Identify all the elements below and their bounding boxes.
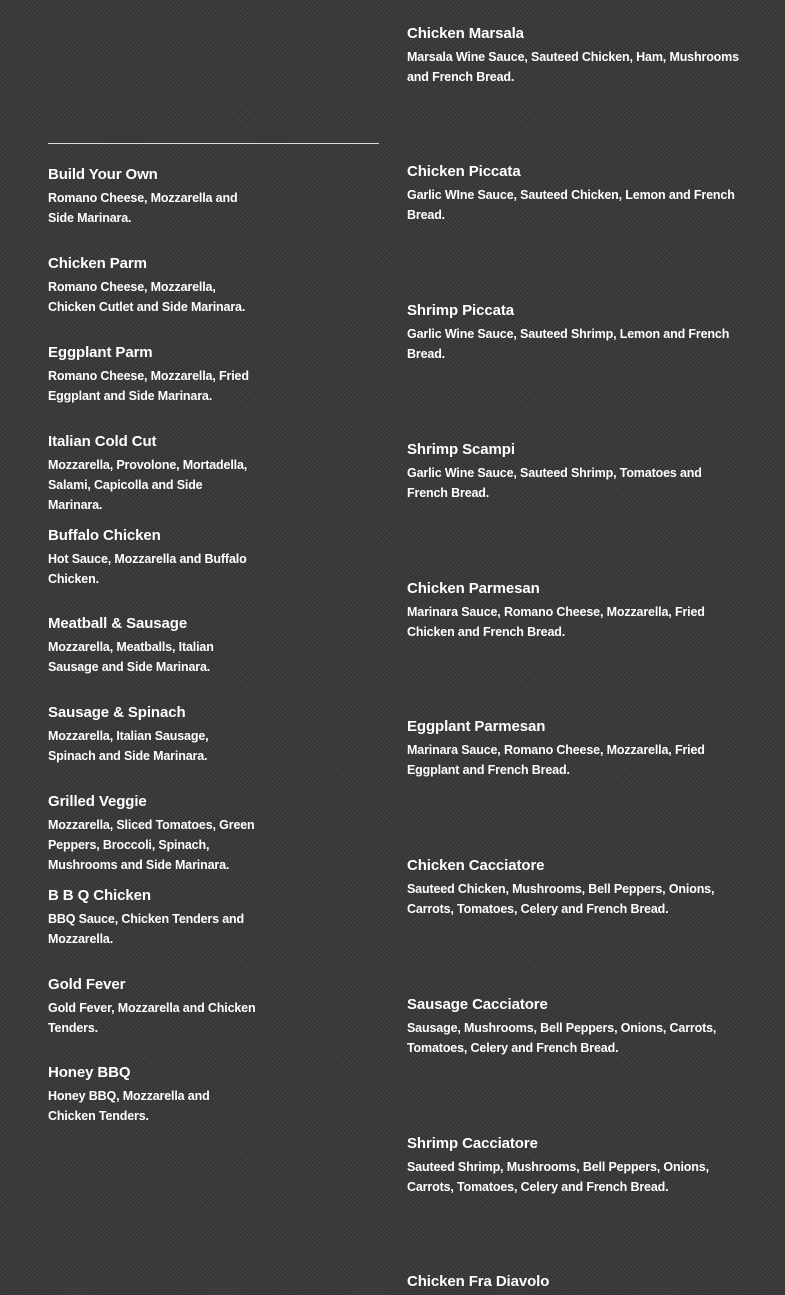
menu-item-description: Romano Cheese, Mozzarella, Fried Eggplant and Side Marinara. xyxy=(48,369,249,403)
menu-item-description: BBQ Sauce, Chicken Tenders and Mozzarella. xyxy=(48,912,245,946)
menu-item-name: Shrimp Scampi xyxy=(407,441,515,458)
menu-item-description: Romano Cheese, Mozzarella, Chicken Cutlet and Side Marinara. xyxy=(48,280,246,314)
menu-item-description: Mozzarella, Meatballs, Italian Sausage and Side Marinara. xyxy=(48,640,214,674)
menu-item-sausage-cacciatore xyxy=(407,996,742,1058)
menu-item-description: Sausage, Mushrooms, Bell Peppers, Onions, Carrots, Tomatoes, Celery and French Bread. xyxy=(407,1021,717,1055)
menu-item-name: Sausage & Spinach xyxy=(48,704,186,721)
menu-item-description: Marsala Wine Sauce, Sauteed Chicken, Ham, Mushrooms and French Bread. xyxy=(407,50,739,84)
menu-item-name: Buffalo Chicken xyxy=(48,527,161,544)
section-divider xyxy=(48,143,379,144)
menu-item-name: Grilled Veggie xyxy=(48,793,147,810)
menu-item-bbq-chicken xyxy=(48,887,258,949)
menu-item-chicken-parmesan xyxy=(407,580,742,642)
menu-item-name: Italian Cold Cut xyxy=(48,433,157,450)
menu-item-shrimp-scampi xyxy=(407,441,742,503)
menu-item-chicken-cacciatore xyxy=(407,857,742,919)
menu-item-eggplant-parm xyxy=(48,344,258,406)
menu-item-shrimp-cacciatore xyxy=(407,1135,742,1197)
menu-item-name: Eggplant Parmesan xyxy=(407,718,546,735)
menu-item-name: Chicken Fra Diavolo xyxy=(407,1273,550,1290)
menu-item-name: Chicken Parm xyxy=(48,255,147,272)
menu-item-description: Garlic Wine Sauce, Sauteed Shrimp, Tomatoes and French Bread. xyxy=(407,466,702,500)
menu-item-eggplant-parmesan xyxy=(407,718,742,780)
menu-item-description: Garlic WIne Sauce, Sauteed Chicken, Lemon and French Bread. xyxy=(407,188,735,222)
menu-item-name: Chicken Cacciatore xyxy=(407,857,545,874)
menu-item-name: Honey BBQ xyxy=(48,1064,131,1081)
menu-item-description: Hot Sauce, Mozzarella and Buffalo Chicken. xyxy=(48,552,247,586)
menu-item-description: Gold Fever, Mozzarella and Chicken Tenders. xyxy=(48,1001,256,1035)
menu-item-name: Gold Fever xyxy=(48,976,126,993)
menu-item-name: B B Q Chicken xyxy=(48,887,151,904)
menu-item-description: Sauteed Chicken, Mushrooms, Bell Peppers, Onions, Carrots, Tomatoes, Celery and French Bread. xyxy=(407,882,715,916)
menu-item-gold-fever xyxy=(48,976,258,1038)
menu-item-name: Chicken Parmesan xyxy=(407,580,540,597)
menu-item-honey-bbq xyxy=(48,1064,258,1126)
menu-item-italian-cold-cut xyxy=(48,433,258,515)
menu-item-name: Chicken Piccata xyxy=(407,163,521,180)
menu-item-description: Marinara Sauce, Romano Cheese, Mozzarella, Fried Chicken and French Bread. xyxy=(407,605,705,639)
menu-item-build-your-own xyxy=(48,166,258,228)
menu-item-chicken-piccata xyxy=(407,163,742,225)
menu-item-meatball-sausage xyxy=(48,615,258,677)
menu-item-description: Mozzarella, Sliced Tomatoes, Green Peppers, Broccoli, Spinach, Mushrooms and Side Marinara. xyxy=(48,818,255,872)
menu-item-name: Eggplant Parm xyxy=(48,344,153,361)
menu-item-chicken-parm xyxy=(48,255,258,317)
menu-item-grilled-veggie xyxy=(48,793,258,875)
menu-item-name: Meatball & Sausage xyxy=(48,615,188,632)
menu-item-name: Sausage Cacciatore xyxy=(407,996,548,1013)
menu-item-buffalo-chicken xyxy=(48,527,258,589)
menu-item-chicken-fra-diavolo xyxy=(407,1273,742,1295)
menu-item-description: Mozzarella, Italian Sausage, Spinach and Side Marinara. xyxy=(48,729,209,763)
menu-item-description: Marinara Sauce, Romano Cheese, Mozzarella, Fried Eggplant and French Bread. xyxy=(407,743,705,777)
menu-item-description: Sauteed Shrimp, Mushrooms, Bell Peppers, Onions, Carrots, Tomatoes, Celery and French Bread. xyxy=(407,1160,709,1194)
menu-item-name: Shrimp Cacciatore xyxy=(407,1135,538,1152)
menu-item-description: Romano Cheese, Mozzarella and Side Marinara. xyxy=(48,191,238,225)
menu-item-description: Mozzarella, Provolone, Mortadella, Salami, Capicolla and Side Marinara. xyxy=(48,458,248,512)
menu-item-name: Chicken Marsala xyxy=(407,25,524,42)
menu-item-name: Build Your Own xyxy=(48,166,158,183)
menu-item-shrimp-piccata xyxy=(407,302,742,364)
menu-item-name: Shrimp Piccata xyxy=(407,302,514,319)
menu-item-sausage-spinach xyxy=(48,704,258,766)
menu-item-chicken-marsala xyxy=(407,25,742,87)
menu-item-description: Honey BBQ, Mozzarella and Chicken Tenders. xyxy=(48,1089,210,1123)
menu-item-description: Garlic Wine Sauce, Sauteed Shrimp, Lemon and French Bread. xyxy=(407,327,730,361)
